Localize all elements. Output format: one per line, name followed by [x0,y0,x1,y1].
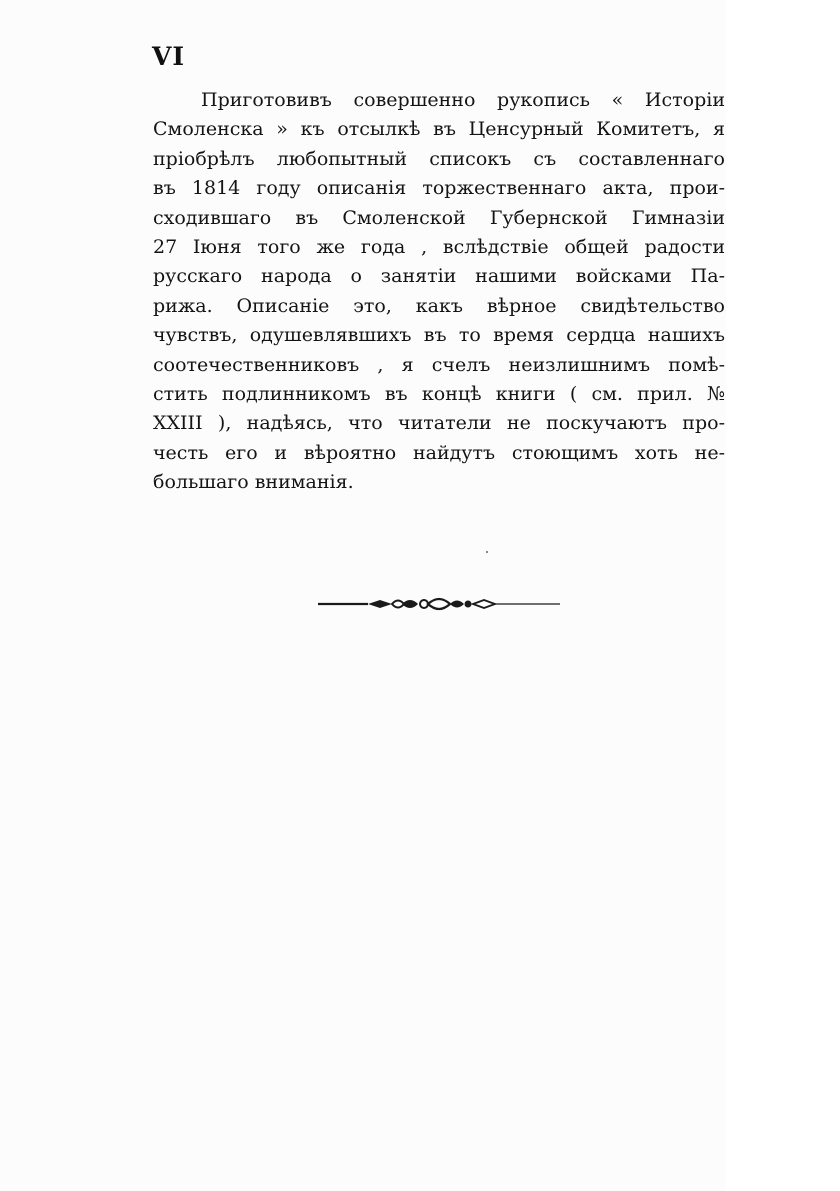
text-line: рижа. Описаніе это, какъ вѣрное свидѣтельство [153,294,725,317]
text-line: соотечественниковъ , я счелъ неизлишнимъ помѣ- [153,353,725,376]
text-line: стить подлинникомъ въ концѣ книги ( см. прил. № [153,382,725,405]
text-line: сходившаго въ Смоленской Губернской Гимназіи [153,206,725,229]
paper-speck [486,551,488,553]
text-line: чувствъ, одушевлявшихъ въ то время сердца нашихъ [153,324,725,347]
text-line: Смоленска » къ отсылкѣ въ Ценсурный Комитетъ, я [153,118,725,141]
text-line: большаго вниманія. [153,471,354,494]
text-line: Приготовивъ совершенно рукопись « Исторіи [201,89,725,111]
text-line: честь его и вѣроятно найдутъ стоющимъ хоть не- [153,441,725,464]
ornamental-divider-icon [318,594,560,614]
page-number: VI [152,42,186,71]
text-line: XXIII ), надѣясь, что читатели не поскучаютъ про- [153,412,725,435]
text-line: пріобрѣлъ любопытный списокъ съ составленнаго [153,147,725,170]
text-line: русскаго народа о занятіи нашими войсками Па- [153,265,725,288]
paragraph [153,86,725,497]
text-line: 27 Іюня того же года , вслѣдствіе общей радости [153,235,725,258]
text-line: въ 1814 году описанія торжественнаго акта, прои- [153,177,725,200]
